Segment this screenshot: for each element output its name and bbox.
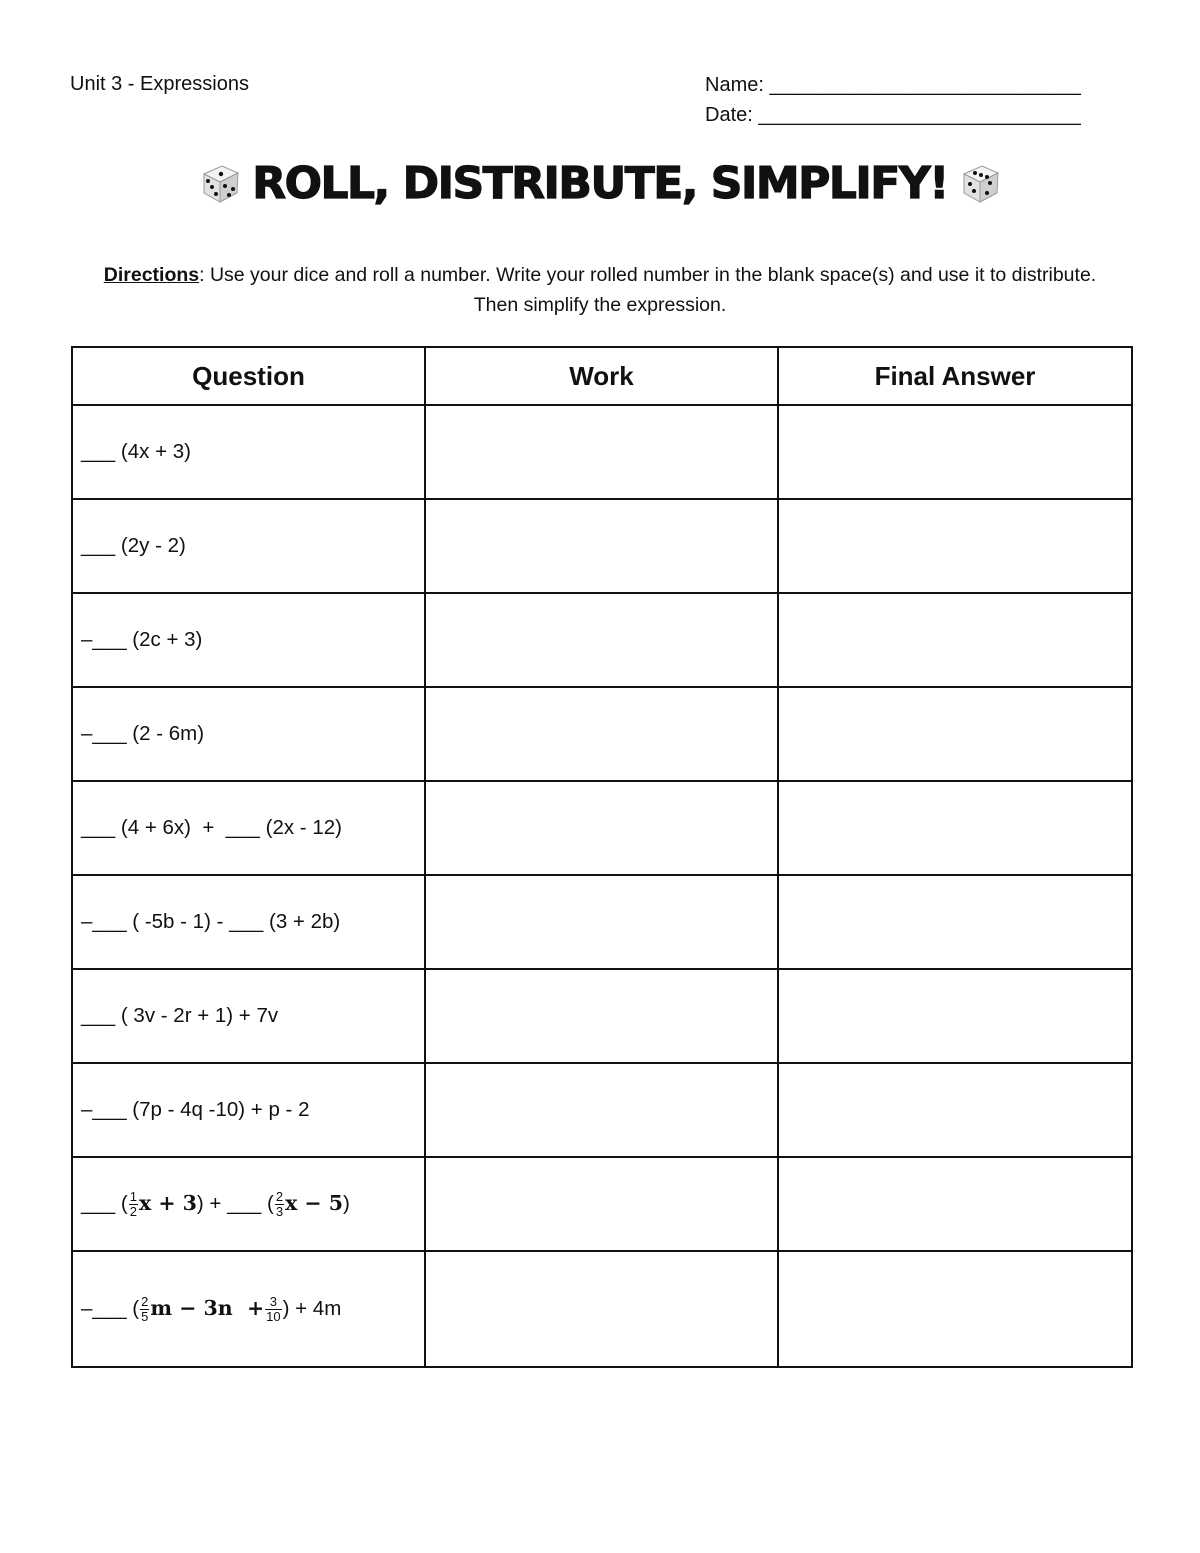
work-cell[interactable] [425,1157,778,1251]
table-row [72,969,1132,1063]
fraction [129,1190,138,1219]
question-cell [72,1157,425,1251]
work-cell[interactable] [425,969,778,1063]
header-question: Question [72,347,425,405]
q9-term-b: x − 5 [285,1190,343,1215]
work-cell[interactable] [425,1063,778,1157]
answer-cell[interactable] [778,1251,1132,1367]
dice-icon-right [956,160,1004,208]
work-cell[interactable] [425,687,778,781]
header-final-answer: Final Answer [778,347,1132,405]
work-cell[interactable] [425,781,778,875]
table-row [72,499,1132,593]
table-row [72,593,1132,687]
question-cell: –___ (2 - 6m) [72,687,425,781]
question-cell: –___ (2c + 3) [72,593,425,687]
table-row [72,781,1132,875]
work-cell[interactable] [425,875,778,969]
directions-text: : Use your dice and roll a number. Write your rolled number in the blank space(s) and use it to distribute. Then simplify the expression. [199,264,1097,316]
name-field[interactable]: Name: ____________________________ [705,74,1081,96]
answer-cell[interactable] [778,1157,1132,1251]
date-field[interactable]: Date: _____________________________ [705,104,1081,126]
unit-title: Unit 3 - Expressions [70,73,249,95]
fraction-denominator: 5 [141,1308,149,1324]
question-cell: ___ (4 + 6x) + ___ (2x - 12) [72,781,425,875]
question-cell: ___ (2y - 2) [72,499,425,593]
work-cell[interactable] [425,405,778,499]
fraction [275,1190,284,1219]
table-row [72,1251,1132,1367]
fraction [140,1295,149,1324]
question-cell [72,1251,425,1367]
student-info [705,70,1081,130]
q10-blank: –___ ( [81,1296,140,1320]
table-row [72,687,1132,781]
header-work: Work [425,347,778,405]
answer-cell[interactable] [778,499,1132,593]
table-row [72,1063,1132,1157]
work-cell[interactable] [425,593,778,687]
fraction-denominator: 2 [129,1203,137,1219]
q10-tail: ) + 4m [282,1296,342,1320]
table-row [72,405,1132,499]
table-row [72,1157,1132,1251]
directions [90,260,1110,320]
answer-cell[interactable] [778,593,1132,687]
question-cell: ___ (4x + 3) [72,405,425,499]
q9-close: ) [343,1191,350,1215]
question-cell: ___ ( 3v - 2r + 1) + 7v [72,969,425,1063]
fraction-denominator: 10 [266,1308,281,1324]
dice-icon-left [196,160,244,208]
header-row [72,347,1132,405]
work-cell[interactable] [425,1251,778,1367]
worksheet-table [71,346,1133,1368]
page-title: ROLL, DISTRIBUTE, SIMPLIFY! [252,158,948,209]
directions-label: Directions [103,264,200,286]
q9-term-a: x + 3 [138,1190,197,1215]
answer-cell[interactable] [778,969,1132,1063]
title-row [0,158,1200,209]
fraction-numerator: 3 [265,1295,281,1310]
work-cell[interactable] [425,499,778,593]
answer-cell[interactable] [778,781,1132,875]
answer-cell[interactable] [778,1063,1132,1157]
fraction-numerator: 2 [275,1188,284,1204]
answer-cell[interactable] [778,875,1132,969]
answer-cell[interactable] [778,687,1132,781]
fraction [265,1295,281,1324]
fraction-denominator: 3 [275,1203,284,1219]
fraction-numerator: 2 [141,1293,149,1309]
question-cell: –___ ( -5b - 1) - ___ (3 + 2b) [72,875,425,969]
q9-blank-a: ___ ( [81,1191,128,1215]
table-row [72,875,1132,969]
q9-join: ) + ___ ( [196,1191,274,1215]
question-cell: –___ (7p - 4q -10) + p - 2 [72,1063,425,1157]
answer-cell[interactable] [778,405,1132,499]
fraction-numerator: 1 [129,1188,137,1204]
q10-term-a: m − 3n + [150,1295,265,1320]
